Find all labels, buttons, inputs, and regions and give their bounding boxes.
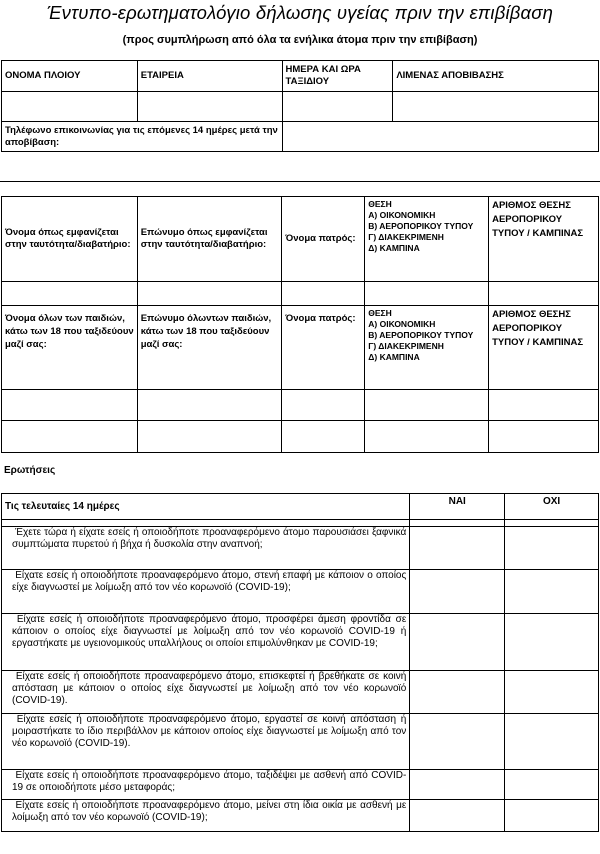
children-seat-class-cell <box>365 306 489 390</box>
question-number <box>2 714 12 726</box>
last-name-field[interactable] <box>137 282 282 306</box>
period-header: Τις τελευταίες 14 ημέρες <box>2 494 410 520</box>
port-label: ΛΙΜΕΝΑΣ ΑΠΟΒΙΒΑΣΗΣ <box>393 61 599 92</box>
trip-table <box>1 60 599 152</box>
yes-answer-cell[interactable] <box>410 714 505 770</box>
no-answer-cell[interactable] <box>505 714 599 770</box>
no-answer-cell[interactable] <box>505 671 599 714</box>
spacer-cell <box>2 520 410 527</box>
seat-option: Α) ΟΙΚΟΝΟΜΙΚΗ <box>368 319 436 329</box>
seat-option: Β) ΑΕΡΟΠΟΡΙΚΟΥ ΤΥΠΟΥ <box>368 221 474 231</box>
children-first-name-label: Όνομα όλων των παιδιών, κάτω των 18 που ταξιδεύουν μαζί σας: <box>2 306 138 390</box>
no-answer-cell[interactable] <box>505 770 599 800</box>
seat-number-label: ΑΡΙΘΜΟΣ ΘΕΣΗΣ ΑΕΡΟΠΟΡΙΚΟΥ ΤΥΠΟΥ / ΚΑΜΠΙΝΑΣ <box>489 197 599 282</box>
question-text: Είχατε εσείς ή οποιοδήποτε προαναφερόμενο άτομο, ταξιδέψει με ασθενή από COVID-19 σε οποιοδήποτε μέσο μεταφοράς; <box>12 770 407 793</box>
seat-option: Α) ΟΙΚΟΝΟΜΙΚΗ <box>368 210 436 220</box>
date-time-label: ΗΜΕΡΑ ΚΑΙ ΩΡΑ ΤΑΞΙΔΙΟΥ <box>282 61 393 92</box>
first-name-field[interactable] <box>2 282 138 306</box>
question-4 <box>2 671 410 714</box>
seat-number-field[interactable] <box>489 282 599 306</box>
child-seat-class-field[interactable] <box>365 390 489 421</box>
questions-section-label: Ερωτήσεις <box>4 465 56 476</box>
first-name-label: Όνομα όπως εμφανίζεται στην ταυτότητα/διαβατήριο: <box>2 197 138 282</box>
question-6 <box>2 770 410 800</box>
question-text: Είχατε εσείς ή οποιοδήποτε προαναφερόμενο άτομο, εργαστεί σε κοινή απόσταση ή μοιραστήκατε το ίδιο περιβάλλον με κάποιον οποίος είχε διαγνωστεί με λοίμωξη από τον νέο κορωνοϊό (COVID-19). <box>12 714 407 749</box>
question-3 <box>2 614 410 671</box>
question-number <box>2 770 12 782</box>
company-field[interactable] <box>137 92 282 122</box>
question-text: Έχετε τώρα ή είχατε εσείς ή οποιοδήποτε προαναφερόμενο άτομο παρουσιάσει ξαφνικά συμπτώματα πυρετού ή βήχα ή δυσκολία στην αναπνοή; <box>12 527 407 550</box>
child-seat-number-field[interactable] <box>489 421 599 453</box>
yes-header: ΝΑΙ <box>410 494 505 520</box>
seat-option: Γ) ΔΙΑΚΕΚΡΙΜΕΝΗ <box>368 341 444 351</box>
yes-answer-cell[interactable] <box>410 800 505 832</box>
separator-line <box>0 181 600 182</box>
question-number <box>2 800 12 812</box>
form-subtitle: (προς συμπλήρωση από όλα τα ενήλικα άτομα πριν την επιβίβαση) <box>122 34 478 46</box>
question-number <box>2 570 12 582</box>
seat-option: Γ) ΔΙΑΚΕΚΡΙΜΕΝΗ <box>368 232 444 242</box>
question-number <box>2 671 12 683</box>
ship-name-field[interactable] <box>2 92 138 122</box>
yes-answer-cell[interactable] <box>410 770 505 800</box>
yes-answer-cell[interactable] <box>410 671 505 714</box>
seat-option: Β) ΑΕΡΟΠΟΡΙΚΟΥ ΤΥΠΟΥ <box>368 330 474 340</box>
yes-answer-cell[interactable] <box>410 570 505 614</box>
question-7 <box>2 800 410 832</box>
spacer-cell <box>410 520 505 527</box>
phone-label: Τηλέφωνο επικοινωνίας για τις επόμενες 14 ημέρες μετά την αποβίβαση: <box>2 122 283 152</box>
form-title: Έντυπο-ερωτηματολόγιο δήλωσης υγείας πριν την επιβίβαση <box>46 2 554 23</box>
port-field[interactable] <box>393 92 599 122</box>
father-name-label: Όνομα πατρός: <box>282 197 365 282</box>
children-seat-number-label: ΑΡΙΘΜΟΣ ΘΕΣΗΣ ΑΕΡΟΠΟΡΙΚΟΥ ΤΥΠΟΥ / ΚΑΜΠΙΝΑΣ <box>489 306 599 390</box>
child-first-name-field[interactable] <box>2 421 138 453</box>
yes-answer-cell[interactable] <box>410 527 505 570</box>
question-text: Είχατε εσείς ή οποιοδήποτε προαναφερόμενο άτομο, στενή επαφή με κάποιον ο οποίος είχε διαγνωστεί με λοίμωξη από τον νέο κορωνοϊό (COVID-19); <box>12 570 407 593</box>
child-last-name-field[interactable] <box>137 390 282 421</box>
no-answer-cell[interactable] <box>505 527 599 570</box>
questions-table <box>1 493 599 832</box>
child-father-field[interactable] <box>282 421 365 453</box>
question-1 <box>2 527 410 570</box>
phone-field[interactable] <box>282 122 599 152</box>
question-5 <box>2 714 410 770</box>
seat-option: Δ) ΚΑΜΠΙΝΑ <box>368 352 420 362</box>
child-first-name-field[interactable] <box>2 390 138 421</box>
father-name-field[interactable] <box>282 282 365 306</box>
child-seat-number-field[interactable] <box>489 390 599 421</box>
no-answer-cell[interactable] <box>505 614 599 671</box>
question-text: Είχατε εσείς ή οποιοδήποτε προαναφερόμενο άτομο, μείνει στη ίδια οικία με ασθενή με λοίμωξη από τον νέο κορωνοϊό (COVID-19); <box>12 800 407 823</box>
question-number <box>2 614 12 626</box>
child-father-field[interactable] <box>282 390 365 421</box>
question-number <box>2 527 12 539</box>
yes-answer-cell[interactable] <box>410 614 505 671</box>
question-text: Είχατε εσείς ή οποιοδήποτε προαναφερόμενο άτομο, προσφέρει άμεση φροντίδα σε κάποιον ο οποίος είχε διαγνωστεί με λοίμωξη από τον νέο κορωνοϊό COVID-19 ή εργαστήκατε με υγειονομικούς υπαλλήλους οι οποίοι επιμολύνθηκαν με COVID-19; <box>12 614 407 649</box>
seat-class-title: ΘΕΣΗ <box>368 199 392 209</box>
child-seat-class-field[interactable] <box>365 421 489 453</box>
question-text: Είχατε εσείς ή οποιοδήποτε προαναφερόμενο άτομο, επισκεφτεί ή βρεθήκατε σε κοινή απόσταση με κάποιον ο οποίος είχε διαγνωστεί με λοίμωξη από τον νέο κορωνοϊό (COVID-19). <box>12 671 407 706</box>
last-name-label: Επώνυμο όπως εμφανίζεται στην ταυτότητα/διαβατήριο: <box>137 197 282 282</box>
date-time-field[interactable] <box>282 92 393 122</box>
ship-name-label: ΟΝΟΜΑ ΠΛΟΙΟΥ <box>2 61 138 92</box>
company-label: ΕΤΑΙΡΕΙΑ <box>137 61 282 92</box>
passenger-table <box>1 196 599 453</box>
children-last-name-label: Επώνυμο όλωντων παιδιών, κάτω των 18 που ταξιδεύουν μαζί σας: <box>137 306 282 390</box>
seat-class-title: ΘΕΣΗ <box>368 308 392 318</box>
children-father-label: Όνομα πατρός: <box>282 306 365 390</box>
no-answer-cell[interactable] <box>505 800 599 832</box>
seat-class-field[interactable] <box>365 282 489 306</box>
no-answer-cell[interactable] <box>505 570 599 614</box>
spacer-cell <box>505 520 599 527</box>
seat-class-cell <box>365 197 489 282</box>
question-2 <box>2 570 410 614</box>
seat-option: Δ) ΚΑΜΠΙΝΑ <box>368 243 420 253</box>
child-last-name-field[interactable] <box>137 421 282 453</box>
no-header: ΟΧΙ <box>505 494 599 520</box>
